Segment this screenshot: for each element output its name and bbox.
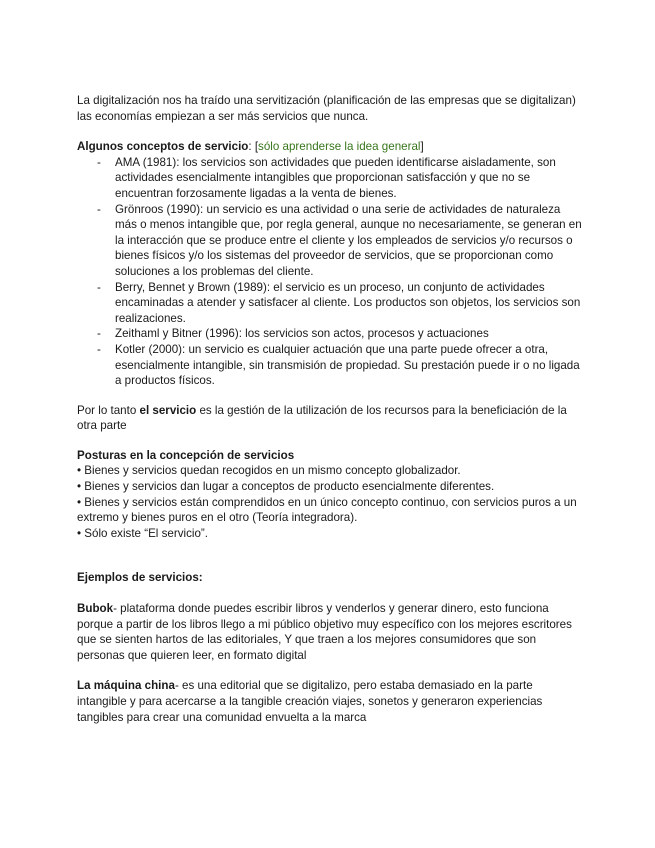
dash-bullet: -	[97, 280, 101, 294]
concepto-text: AMA (1981): los servicios son actividades que pueden identificarse aisladamente, son actividades esencialmente intangibles que proporcionan satisfacción y que no se encuentran forzosamente ligadas a la venta de bienes.	[115, 155, 556, 200]
concepto-item	[77, 326, 582, 342]
concepto-text: Grönroos (1990): un servicio es una actividad o una serie de actividades de naturaleza más o menos intangible que, por regla general, aunque no necesariamente, se generan en la interacción que se produce entre el cliente y los empleados de servicios y/o recursos o bienes físicos y/o los sistemas del proveedor de servicios, que se proporcionan como soluciones a los problemas del cliente.	[115, 202, 582, 278]
concepto-text: Kotler (2000): un servicio es cualquier actuación que una parte puede ofrecer a otra, esencialmente intangible, sin transmisión de propiedad. Su prestación puede ir o no ligada a productos físicos.	[115, 342, 580, 388]
concepto-text: Berry, Bennet y Brown (1989): el servicio es un proceso, un conjunto de actividades encaminadas a atender y satisfacer al cliente. Los productos son objetos, los servicios son realizaciones.	[115, 280, 581, 325]
china-title: La máquina china	[77, 679, 175, 693]
conclusion-pre: Por lo tanto	[77, 403, 140, 417]
postura-item: • Bienes y servicios quedan recogidos en un mismo concepto globalizador.	[77, 464, 461, 478]
bubok-paragraph	[77, 601, 582, 663]
posturas-heading: Posturas en la concepción de servicios	[77, 448, 295, 462]
dash-bullet: -	[97, 202, 101, 216]
postura-item: • Sólo existe “El servicio”.	[77, 526, 208, 540]
concepto-item	[77, 342, 582, 389]
ejemplos-heading: Ejemplos de servicios:	[77, 571, 203, 585]
bubok-title: Bubok	[77, 602, 114, 616]
dash-bullet: -	[97, 342, 101, 356]
concepto-item	[77, 155, 582, 202]
conclusion-bold: el servicio	[139, 403, 197, 417]
bubok-text: - plataforma donde puedes escribir libros y venderlos y generar dinero, esto funciona porque a partir de los libros llego a mi público objetivo muy específico con los mejores escritores que se sienten hartos de las editoriales, Y que traen a los mejores consumidores que son personas que quieren leer, en formato digital	[77, 602, 572, 662]
conclusion-paragraph	[77, 403, 582, 434]
concepto-item	[77, 202, 582, 280]
concepto-item	[77, 280, 582, 327]
china-text: - es una editorial que se digitalizo, pero estaba demasiado en la parte intangible y para acercarse a la tangible creación viajes, sonetos y generaron experiencias tangibles para crear una comunidad envuelta a la marca	[77, 679, 543, 724]
conceptos-colon: : [	[248, 140, 259, 154]
postura-item: • Bienes y servicios están comprendidos en un único concepto continuo, con servicios puros a un extremo y bienes puros en el otro (Teoría integradora).	[77, 495, 577, 525]
dash-bullet: -	[97, 155, 101, 169]
intro-paragraph: La digitalización nos ha traído una servitización (planificación de las empresas que se digitalizan) las economías empiezan a ser más servicios que nunca.	[77, 94, 576, 123]
conceptos-list	[77, 155, 582, 389]
conclusion-post: es la gestión de la utilización de los recursos para la beneficiación de la otra parte	[77, 403, 567, 433]
china-paragraph	[77, 678, 582, 725]
concepto-text: Zeithaml y Bitner (1996): los servicios son actos, procesos y actuaciones	[115, 327, 489, 341]
conceptos-heading: Algunos conceptos de servicio	[77, 140, 249, 154]
conceptos-note: sólo aprenderse la idea general	[258, 140, 421, 154]
conceptos-close: ]	[420, 140, 424, 154]
conceptos-heading-line	[77, 139, 582, 155]
dash-bullet: -	[97, 327, 101, 341]
postura-item: • Bienes y servicios dan lugar a conceptos de producto esencialmente diferentes.	[77, 480, 495, 494]
document-page	[77, 93, 582, 725]
